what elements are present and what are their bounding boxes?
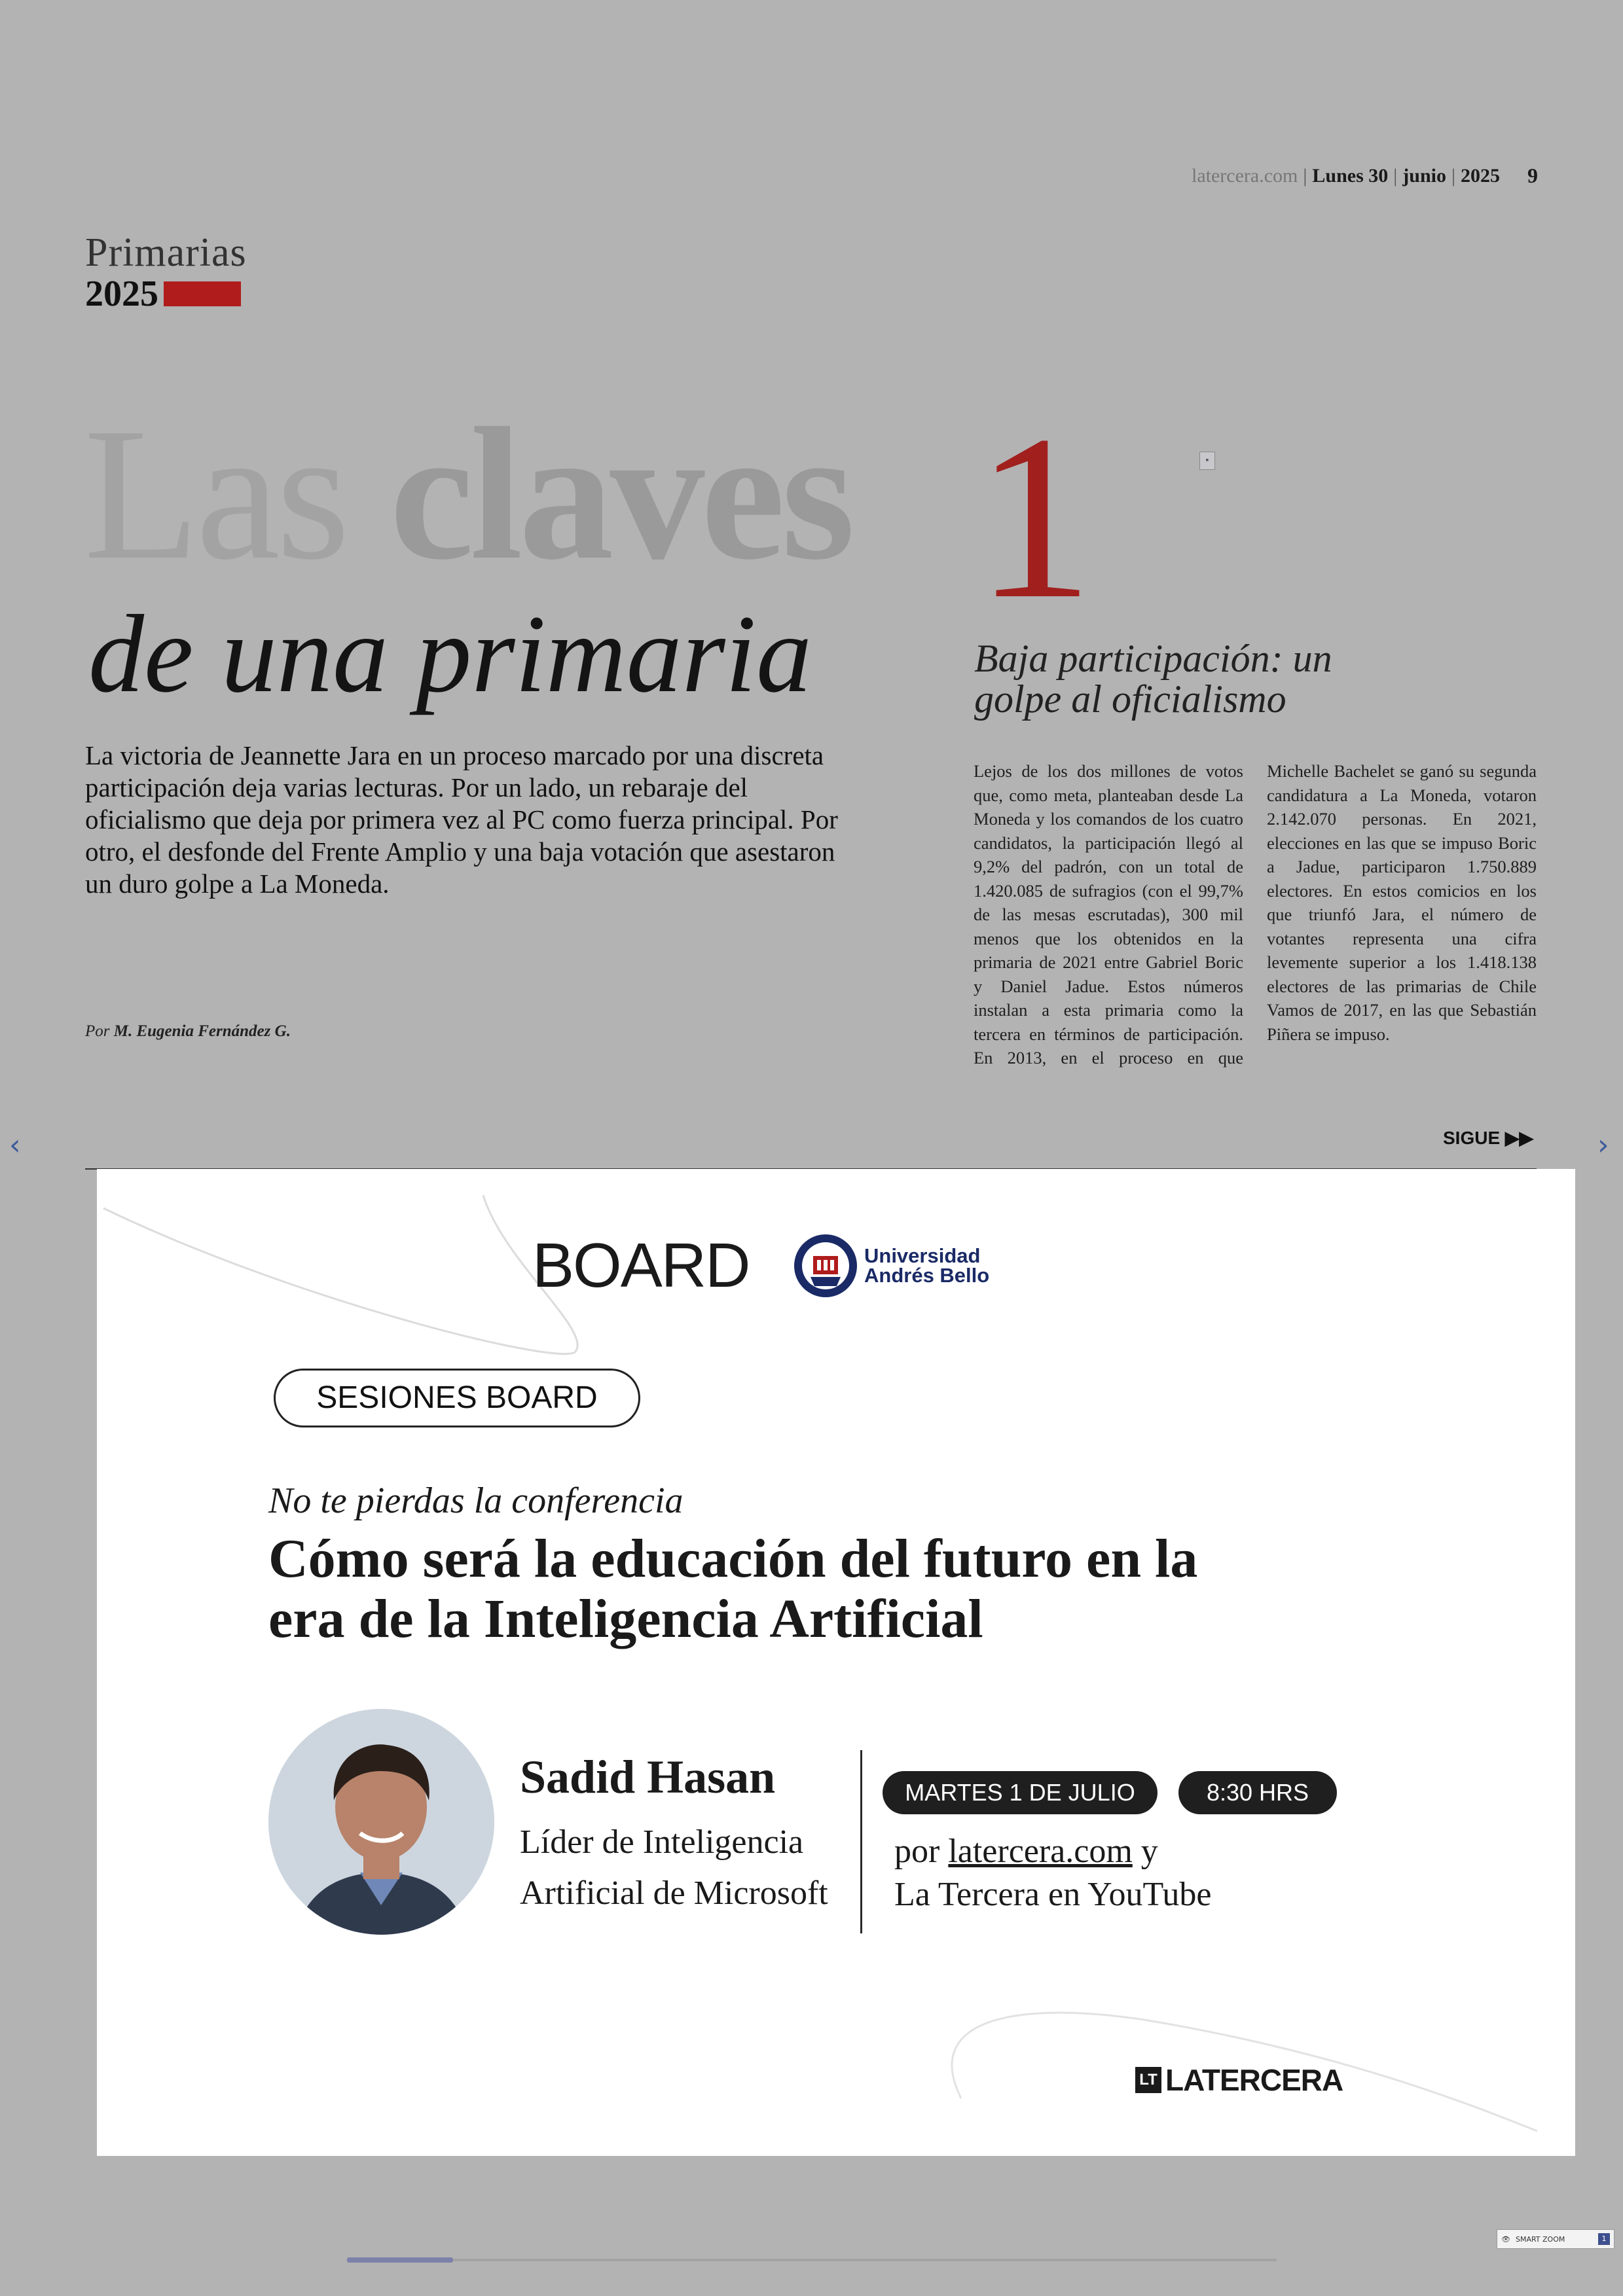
broadcast-channels [894,1830,1212,1916]
headline-line-2: de una primaria [88,592,812,715]
broadcast-suffix: y [1140,1833,1158,1870]
broadcast-line-2: La Tercera en YouTube [894,1876,1212,1913]
section-red-bar [164,281,241,306]
university-name-line-2: Andrés Bello [864,1264,990,1287]
smart-zoom-label: SMART ZOOM [1515,2234,1565,2244]
event-date-badge: MARTES 1 DE JULIO [883,1771,1158,1814]
point-number: 1 [976,386,1093,647]
advertisement-banner[interactable] [97,1169,1575,2156]
section-year-row [85,276,247,312]
lead-paragraph: La victoria de Jeannette Jara en un proceso marcado por una discreta participación deja varias lecturas. Por un lado, un rebaraje del oficialismo que deja por primera vez al PC como fuerza principal. Por otro, el desfonde del Frente Amplio y una baja votación que asestaron un duro golpe a La Moneda. [85,740,838,899]
byline-prefix: Por [85,1022,110,1040]
speaker-avatar [268,1709,494,1935]
headline-word-claves: claves [390,389,852,599]
board-logo: BOARD [532,1230,750,1300]
byline [85,1022,291,1041]
header-year: 2025 [1461,164,1500,187]
section-year: 2025 [85,274,158,314]
headline-line-1 [84,389,852,599]
event-time-badge: 8:30 HRS [1178,1771,1337,1814]
prev-page-chevron-left-icon[interactable]: ‹ [9,1128,21,1162]
ad-title: Cómo será la educación del futuro en la era de la Inteligencia Artificial [268,1528,1198,1649]
speaker-photo [268,1709,494,1935]
decorative-curves [97,1169,1575,2156]
header-separator: | [1451,164,1455,187]
ad-pretitle: No te pierdas la conferencia [268,1480,684,1521]
headline-word-las: Las [84,389,346,599]
section-name: Primarias [85,230,247,275]
header-separator: | [1393,164,1398,187]
eye-icon: 👁 [1501,2234,1510,2244]
header-separator: | [1303,164,1307,187]
page-scrollbar-track[interactable] [347,2259,1277,2261]
latercera-wordmark: LATERCERA [1165,2063,1343,2097]
point-body: Lejos de los dos millones de votos que, como meta, planteaban desde La Moneda y los comandos de los cuatro candidatos, la participación llegó al 9,2% del padrón, con un total de 1.420.085 de sufragios (con el 99,7% de las mesas escrutadas), 300 mil menos que los obtenidos en la primaria de 2021 entre Gabriel Boric y Daniel Jadue. Estos números instalan a esta primaria como la tercera en términos de participación. En 2013, en el proceso en que Michelle Bachelet se ganó su segunda candidatura a La Moneda, votaron 2.142.070 personas. En 2021, elecciones en las que se impuso Boric a Jadue, participaron 1.750.889 electores. En estos comicios en los que triunfó Jara, el número de votantes representa una cifra levemente superior a los 1.418.138 electores de las primarias de Chile Vamos de 2017, en las que Sebastián Piñera se impuso. [974,761,1537,1067]
university-seal-icon [791,1231,860,1300]
smart-zoom-control[interactable] [1497,2229,1614,2249]
zoom-level[interactable]: 1 [1598,2233,1610,2245]
section-kicker [85,232,247,312]
broadcast-prefix: por [894,1833,940,1870]
vertical-divider [860,1750,862,1933]
broadcast-link[interactable]: latercera.com [948,1833,1133,1870]
latercera-logo [1135,2062,1343,2098]
header-day: Lunes 30 [1312,164,1389,187]
page-header [1192,164,1538,188]
speaker-name: Sadid Hasan [520,1751,776,1803]
continue-label[interactable]: SIGUE ▶▶ [1443,1128,1533,1148]
next-page-chevron-right-icon[interactable]: › [1597,1128,1609,1162]
sessions-badge: SESIONES BOARD [274,1369,640,1427]
speaker-role: Líder de Inteligencia Artificial de Microsoft [520,1823,828,1912]
broadcast-line-1 [894,1830,1212,1873]
point-subhead: Baja participación: un golpe al oficialismo [974,637,1332,721]
site-name: latercera.com [1191,164,1298,187]
university-name-line-1: Universidad [864,1244,981,1267]
media-icon[interactable]: ▪ [1199,452,1215,470]
byline-author: M. Eugenia Fernández G. [113,1022,291,1040]
page-scrollbar-thumb[interactable] [347,2257,453,2263]
university-logo [791,1231,989,1300]
header-month: junio [1402,164,1446,187]
page-number: 9 [1527,164,1538,187]
university-name [864,1246,989,1285]
latercera-mark-icon: LT [1135,2067,1161,2093]
